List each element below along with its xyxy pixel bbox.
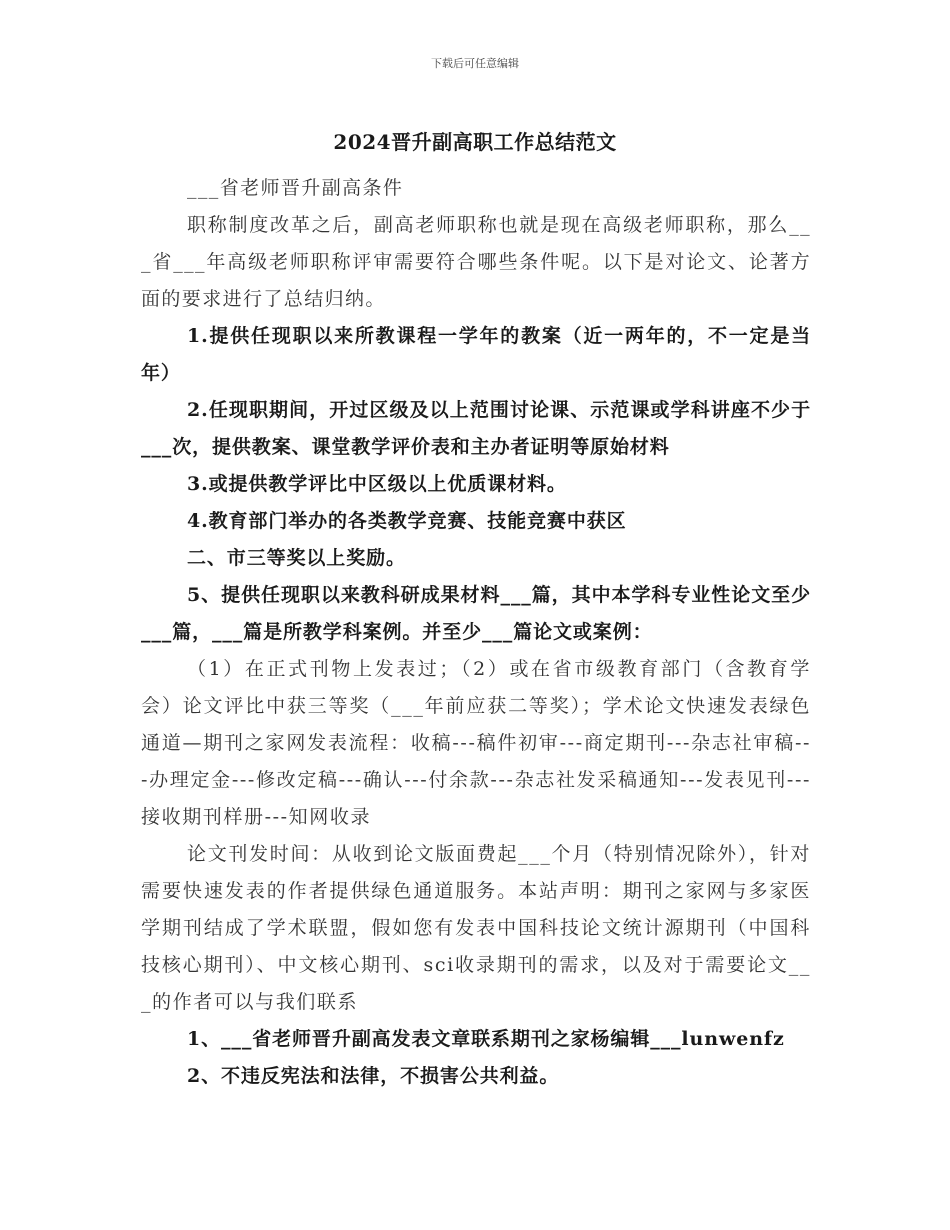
document-body	[141, 170, 811, 1095]
paragraph-subheading: ___省老师晋升副高条件	[187, 177, 404, 199]
paragraph-contact: 1、___省老师晋升副高发表文章联系期刊之家杨编辑___lunwenfz	[187, 1028, 785, 1050]
paragraph-section-2: 二、市三等奖以上奖励。	[187, 547, 406, 569]
paragraph-item-2: 2.任现职期间，开过区级及以上范围讨论课、示范课或学科讲座不少于___次，提供教案、课堂教学评价表和主办者证明等原始材料	[141, 399, 811, 458]
paragraph-law: 2、不违反宪法和法律，不损害公共利益。	[187, 1065, 560, 1087]
header-note: 下载后可任意编辑	[431, 57, 519, 70]
paragraph-item-3: 3.或提供教学评比中区级以上优质课材料。	[187, 473, 567, 495]
paragraph-item-1: 1.提供任现职以来所教课程一学年的教案（近一两年的，不一定是当年）	[141, 325, 811, 384]
paragraph-publication-time: 论文刊发时间：从收到论文版面费起___个月（特别情况除外），针对需要快速发表的作者提供绿色通道服务。本站声明：期刊之家网与多家医学期刊结成了学术联盟，假如您有发表中国科技论文统计源期刊（中国科技核心期刊）、中文核心期刊、sci收录期刊的需求，以及对于需要论文___的作者可以与我们联系	[141, 843, 811, 1013]
paragraph-item-5: 5、提供任现职以来教科研成果材料___篇，其中本学科专业性论文至少___篇，___篇是所教学科案例。并至少___篇论文或案例：	[141, 584, 811, 643]
document-title: 2024晋升副高职工作总结范文	[333, 130, 617, 154]
paragraph-publication-process: （1）在正式刊物上发表过；（2）或在省市级教育部门（含教育学会）论文评比中获三等奖（___年前应获二等奖）；学术论文快速发表绿色通道—期刊之家网发表流程：收稿---稿件初审---商定期刊---杂志社审稿---办理定金---修改定稿---确认---付余款---杂志社发采稿通知---发表见刊---接收期刊样册---知网收录	[141, 658, 811, 828]
paragraph-item-4: 4.教育部门举办的各类教学竞赛、技能竞赛中获区	[187, 510, 627, 532]
paragraph-intro: 职称制度改革之后，副高老师职称也就是现在高级老师职称，那么___省___年高级老师职称评审需要符合哪些条件呢。以下是对论文、论著方面的要求进行了总结归纳。	[141, 214, 811, 310]
